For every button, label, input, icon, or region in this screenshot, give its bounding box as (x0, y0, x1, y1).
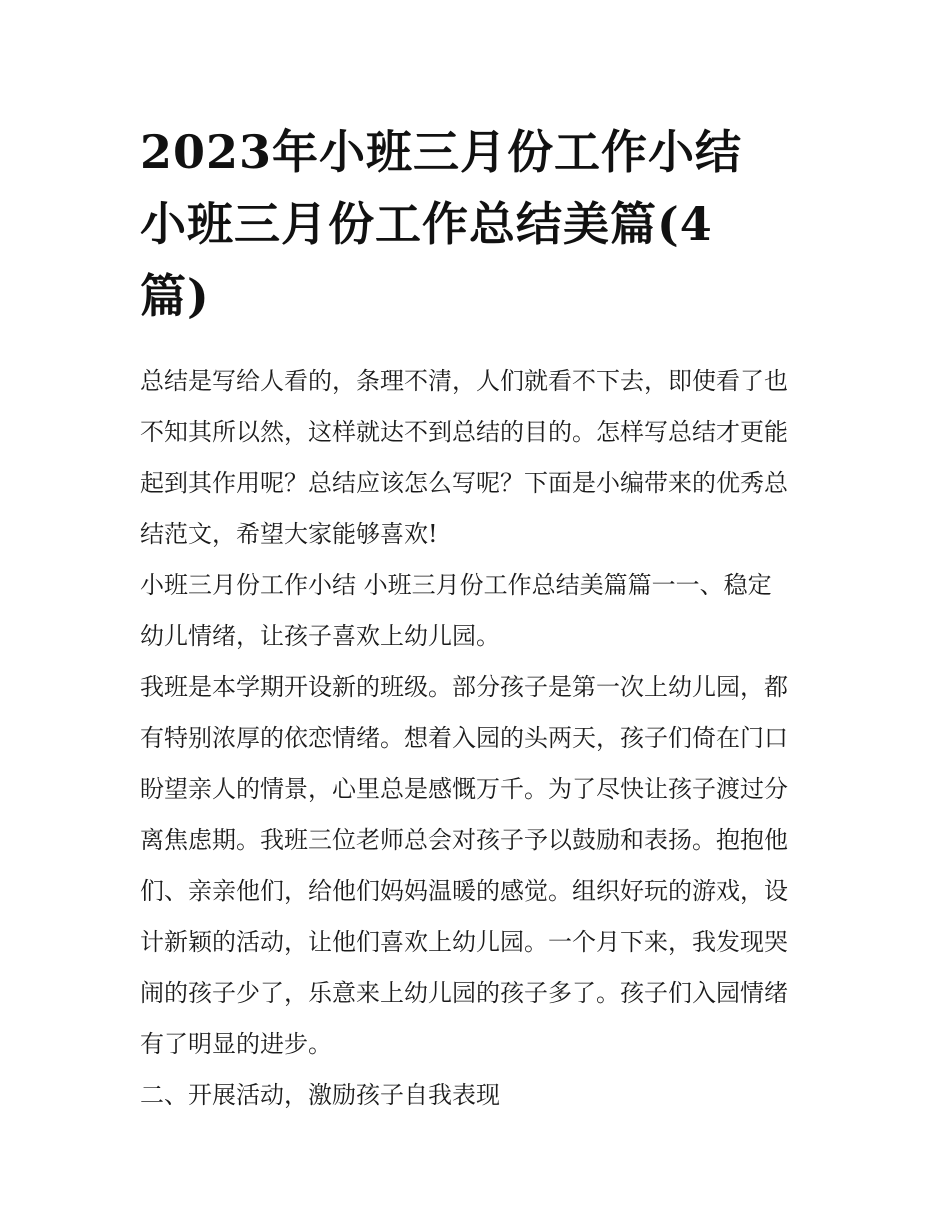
paragraph-section-one-body (140, 662, 820, 1070)
text-line: 总结是写给人看的，条理不清，人们就看不下去，即使看了也 (140, 367, 788, 395)
text-line: 盼望亲人的情景，心里总是感慨万千。为了尽快让孩子渡过分 (140, 775, 788, 803)
text-line: 计新颖的活动，让他们喜欢上幼儿园。一个月下来，我发现哭 (140, 928, 788, 956)
text-line: 幼儿情绪，让孩子喜欢上幼儿园。 (140, 622, 500, 650)
text-line: 小班三月份工作小结 小班三月份工作总结美篇篇一一、稳定 (140, 571, 772, 599)
document-body (140, 356, 820, 1121)
text-line: 有特别浓厚的依恋情绪。想着入园的头两天，孩子们倚在门口 (140, 724, 788, 752)
text-line: 起到其作用呢？总结应该怎么写呢？下面是小编带来的优秀总 (140, 469, 788, 497)
text-line: 有了明显的进步。 (140, 1030, 332, 1058)
title-line: 篇) (140, 269, 210, 323)
title-line: 2023年小班三月份工作小结 (140, 125, 743, 179)
text-line: 我班是本学期开设新的班级。部分孩子是第一次上幼儿园，都 (140, 673, 788, 701)
title-line: 小班三月份工作总结美篇(4 (140, 197, 713, 251)
text-line: 二、开展活动，激励孩子自我表现 (140, 1081, 500, 1109)
paragraph-section-one-heading (140, 560, 820, 662)
text-line: 结范文，希望大家能够喜欢! (140, 520, 438, 548)
text-line: 不知其所以然，这样就达不到总结的目的。怎样写总结才更能 (140, 418, 788, 446)
document-title (140, 116, 780, 332)
paragraph-section-two-heading (140, 1070, 820, 1121)
text-line: 离焦虑期。我班三位老师总会对孩子予以鼓励和表扬。抱抱他 (140, 826, 788, 854)
text-line: 们、亲亲他们，给他们妈妈温暖的感觉。组织好玩的游戏，设 (140, 877, 788, 905)
paragraph-intro (140, 356, 820, 560)
text-line: 闹的孩子少了，乐意来上幼儿园的孩子多了。孩子们入园情绪 (140, 979, 788, 1007)
